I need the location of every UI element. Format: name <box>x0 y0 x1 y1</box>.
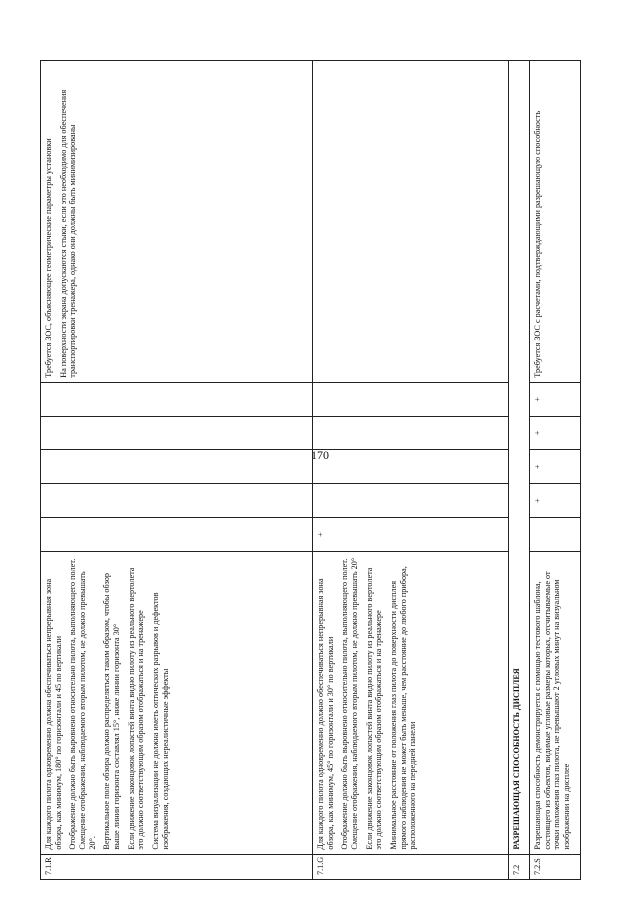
mark-cell <box>41 416 313 450</box>
row-text-cell <box>530 551 581 854</box>
paragraph: Для каждого пилота одновременно должно обеспечиваться непрерывная зона обзора, как минимум, 45° по горизонтали и 30° по вертикали <box>316 578 335 850</box>
requirement-text: Требуется ЗОС с расчетами, подтверждающими разрешающую способность <box>533 110 542 378</box>
paragraph: Если движение законцовок лопастей винта видно пилоту из реального вертолета это должно соответствующим образом отображаться и на тренажере <box>364 567 384 850</box>
table-row-7-1-g <box>313 61 509 880</box>
mark-cell: + <box>530 450 581 484</box>
mark-cell: + <box>530 416 581 450</box>
row-text-cell <box>313 551 509 854</box>
table-row-7-2-s <box>530 61 581 880</box>
paragraph: Для каждого пилота одновременно должна обеспечиваться непрерывная зона обзора, как минимум, 180° по горизонтали и 45 по вертикали <box>44 578 63 850</box>
paragraph: Отображение должно быть выровнено относительно пилота, выполняющего полет. Смещение отображения, наблюдаемого вторым пилотом, не должно превышать 20° <box>340 557 360 850</box>
rotated-table-container <box>40 60 580 880</box>
paragraph: Система визуализации не должна иметь оптических разрывов и дефектов изображения, создающих нереалистичные эффекты <box>151 592 170 850</box>
requirements-table <box>40 60 581 880</box>
paragraph: Разрешающая способность демонстрируется с помощью тестового шаблона, состоящего из объектов, видимые угловые размеры которых, отсчитываемые от точки положения глаз пилота, не превышают 2 угловых минут на визуальном изображении на дисплее <box>533 571 572 850</box>
paragraph: Вертикальное поле обзора должно распределяться таким образом, чтобы обзор выше линии горизонта составлял 15°, ниже линии горизонта 30° <box>102 572 122 850</box>
requirement-cell <box>41 61 313 383</box>
mark-cell: + <box>530 484 581 518</box>
table-row-7-1-r <box>41 61 313 880</box>
row-text-cell <box>41 551 313 854</box>
requirement-cell <box>530 61 581 383</box>
mark-cell <box>41 518 313 552</box>
section-title: РАЗРЕШАЮЩАЯ СПОСОБНОСТЬ ДИСПЛЕЯ <box>509 61 530 855</box>
mark-cell <box>313 450 509 484</box>
section-id: 7.2 <box>509 854 530 879</box>
mark-cell <box>313 484 509 518</box>
row-id: 7.2.S <box>530 854 581 879</box>
requirement-cell <box>313 61 509 383</box>
page-number: 170 <box>311 448 329 462</box>
mark-cell <box>41 484 313 518</box>
requirement-text: На поверхности экрана допускаются стыки, если это необходимо для обеспечения транспортировки тренажера, однако они должны быть минимизированы <box>58 89 78 378</box>
mark-cell: + <box>313 518 509 552</box>
row-id: 7.1.R <box>41 854 313 879</box>
mark-cell: + <box>530 382 581 416</box>
row-id: 7.1.G <box>313 854 509 879</box>
mark-cell <box>41 382 313 416</box>
mark-cell <box>313 382 509 416</box>
mark-cell <box>313 416 509 450</box>
mark-cell <box>41 450 313 484</box>
mark-cell <box>530 518 581 552</box>
section-row <box>509 61 530 880</box>
paragraph: Если движение законцовок лопастей винта видно пилоту из реального вертолета это должно соответствующим образом отображаться и на тренажере <box>126 567 146 850</box>
requirement-text: Требуется ЗОС, объясняющее геометрические параметры установки <box>44 138 53 378</box>
paragraph: Минимальное расстояние от положения глаз пилота до поверхности дисплея прямого наблюдения не может быть меньше, чем расстояние до любого прибора, расположенного на передней панели <box>389 566 418 850</box>
paragraph: Отображение должно быть выровнено относительно пилота, выполняющего полет. Смещение отображения, наблюдаемого вторым пилотом, не должно превышать 20°. <box>68 558 97 850</box>
